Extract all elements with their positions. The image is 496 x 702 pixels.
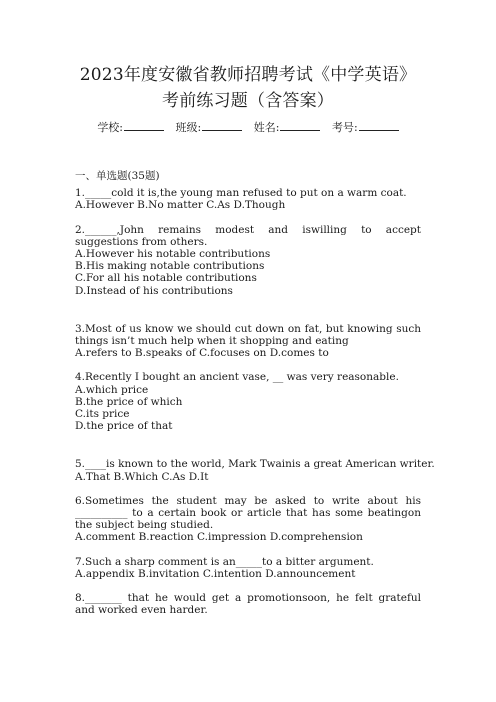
student-info-fields bbox=[0, 120, 496, 135]
option-c: C.its price bbox=[75, 408, 130, 421]
question-stem: 3.Most of us know we should cut down on fat, but knowing such things isn’t much help when it shopping and eating bbox=[75, 322, 421, 348]
question-options: A.comment B.reaction C.impression D.comprehension bbox=[75, 531, 363, 544]
option-d: D.Instead of his contributions bbox=[75, 284, 233, 297]
option-d: D.the price of that bbox=[75, 420, 173, 433]
question-options: A.However B.No matter C.As D.Though bbox=[75, 199, 286, 212]
question-stem: 6.Sometimes the student may be asked to write about his __________ to a certain book or article that has some beatingon the subject being studied. bbox=[75, 494, 421, 532]
question-stem: 2.______,John remains modest and iswilling to accept suggestions from others. bbox=[75, 223, 421, 248]
question-options: A.appendix B.invitation C.intention D.announcement bbox=[75, 567, 356, 580]
option-a: A.which price bbox=[75, 383, 149, 396]
section-heading: 一、单选题(35题) bbox=[75, 170, 160, 182]
exam-number-blank[interactable] bbox=[359, 120, 399, 131]
question-5 bbox=[75, 458, 435, 483]
option-b: B.the price of which bbox=[75, 395, 183, 408]
question-7 bbox=[75, 556, 421, 580]
school-blank[interactable] bbox=[124, 120, 164, 131]
option-b: B.His making notable contributions bbox=[75, 260, 265, 273]
name-field: 姓名: bbox=[254, 120, 321, 135]
class-field: 班级: bbox=[176, 120, 243, 135]
question-stem: 8._______ that he would get a promotionsoon, he felt grateful and worked even harder. bbox=[75, 592, 421, 617]
name-blank[interactable] bbox=[280, 120, 320, 131]
question-stem: 4.Recently I bought an ancient vase, __ was very reasonable. bbox=[75, 371, 399, 384]
option-c: C.For all his notable contributions bbox=[75, 272, 257, 285]
question-2 bbox=[75, 224, 421, 297]
question-options: A.That B.Which C.As D.It bbox=[75, 470, 209, 483]
exam-number-field: 考号: bbox=[332, 120, 399, 135]
question-stem: 7.Such a sharp comment is an_____to a bitter argument. bbox=[75, 555, 374, 568]
question-stem: 1._____cold it is,the young man refused to put on a warm coat. bbox=[75, 187, 407, 200]
question-stem: 5.____is known to the world, Mark Twainis a great American writer. bbox=[75, 458, 435, 471]
question-6 bbox=[75, 495, 421, 544]
option-a: A.However his notable contributions bbox=[75, 248, 271, 261]
question-8 bbox=[75, 592, 421, 616]
school-field: 学校: bbox=[97, 120, 164, 135]
question-1 bbox=[75, 187, 421, 211]
question-options: A.refers to B.speaks of C.focuses on D.comes to bbox=[75, 347, 329, 360]
question-4 bbox=[75, 371, 421, 432]
question-content bbox=[75, 170, 435, 617]
class-blank[interactable] bbox=[202, 120, 242, 131]
question-3 bbox=[75, 323, 421, 360]
document-title-line2: 考前练习题（含答案） bbox=[162, 91, 334, 111]
document-title-line1: 2023年度安徽省教师招聘考试《中学英语》 bbox=[79, 65, 417, 85]
